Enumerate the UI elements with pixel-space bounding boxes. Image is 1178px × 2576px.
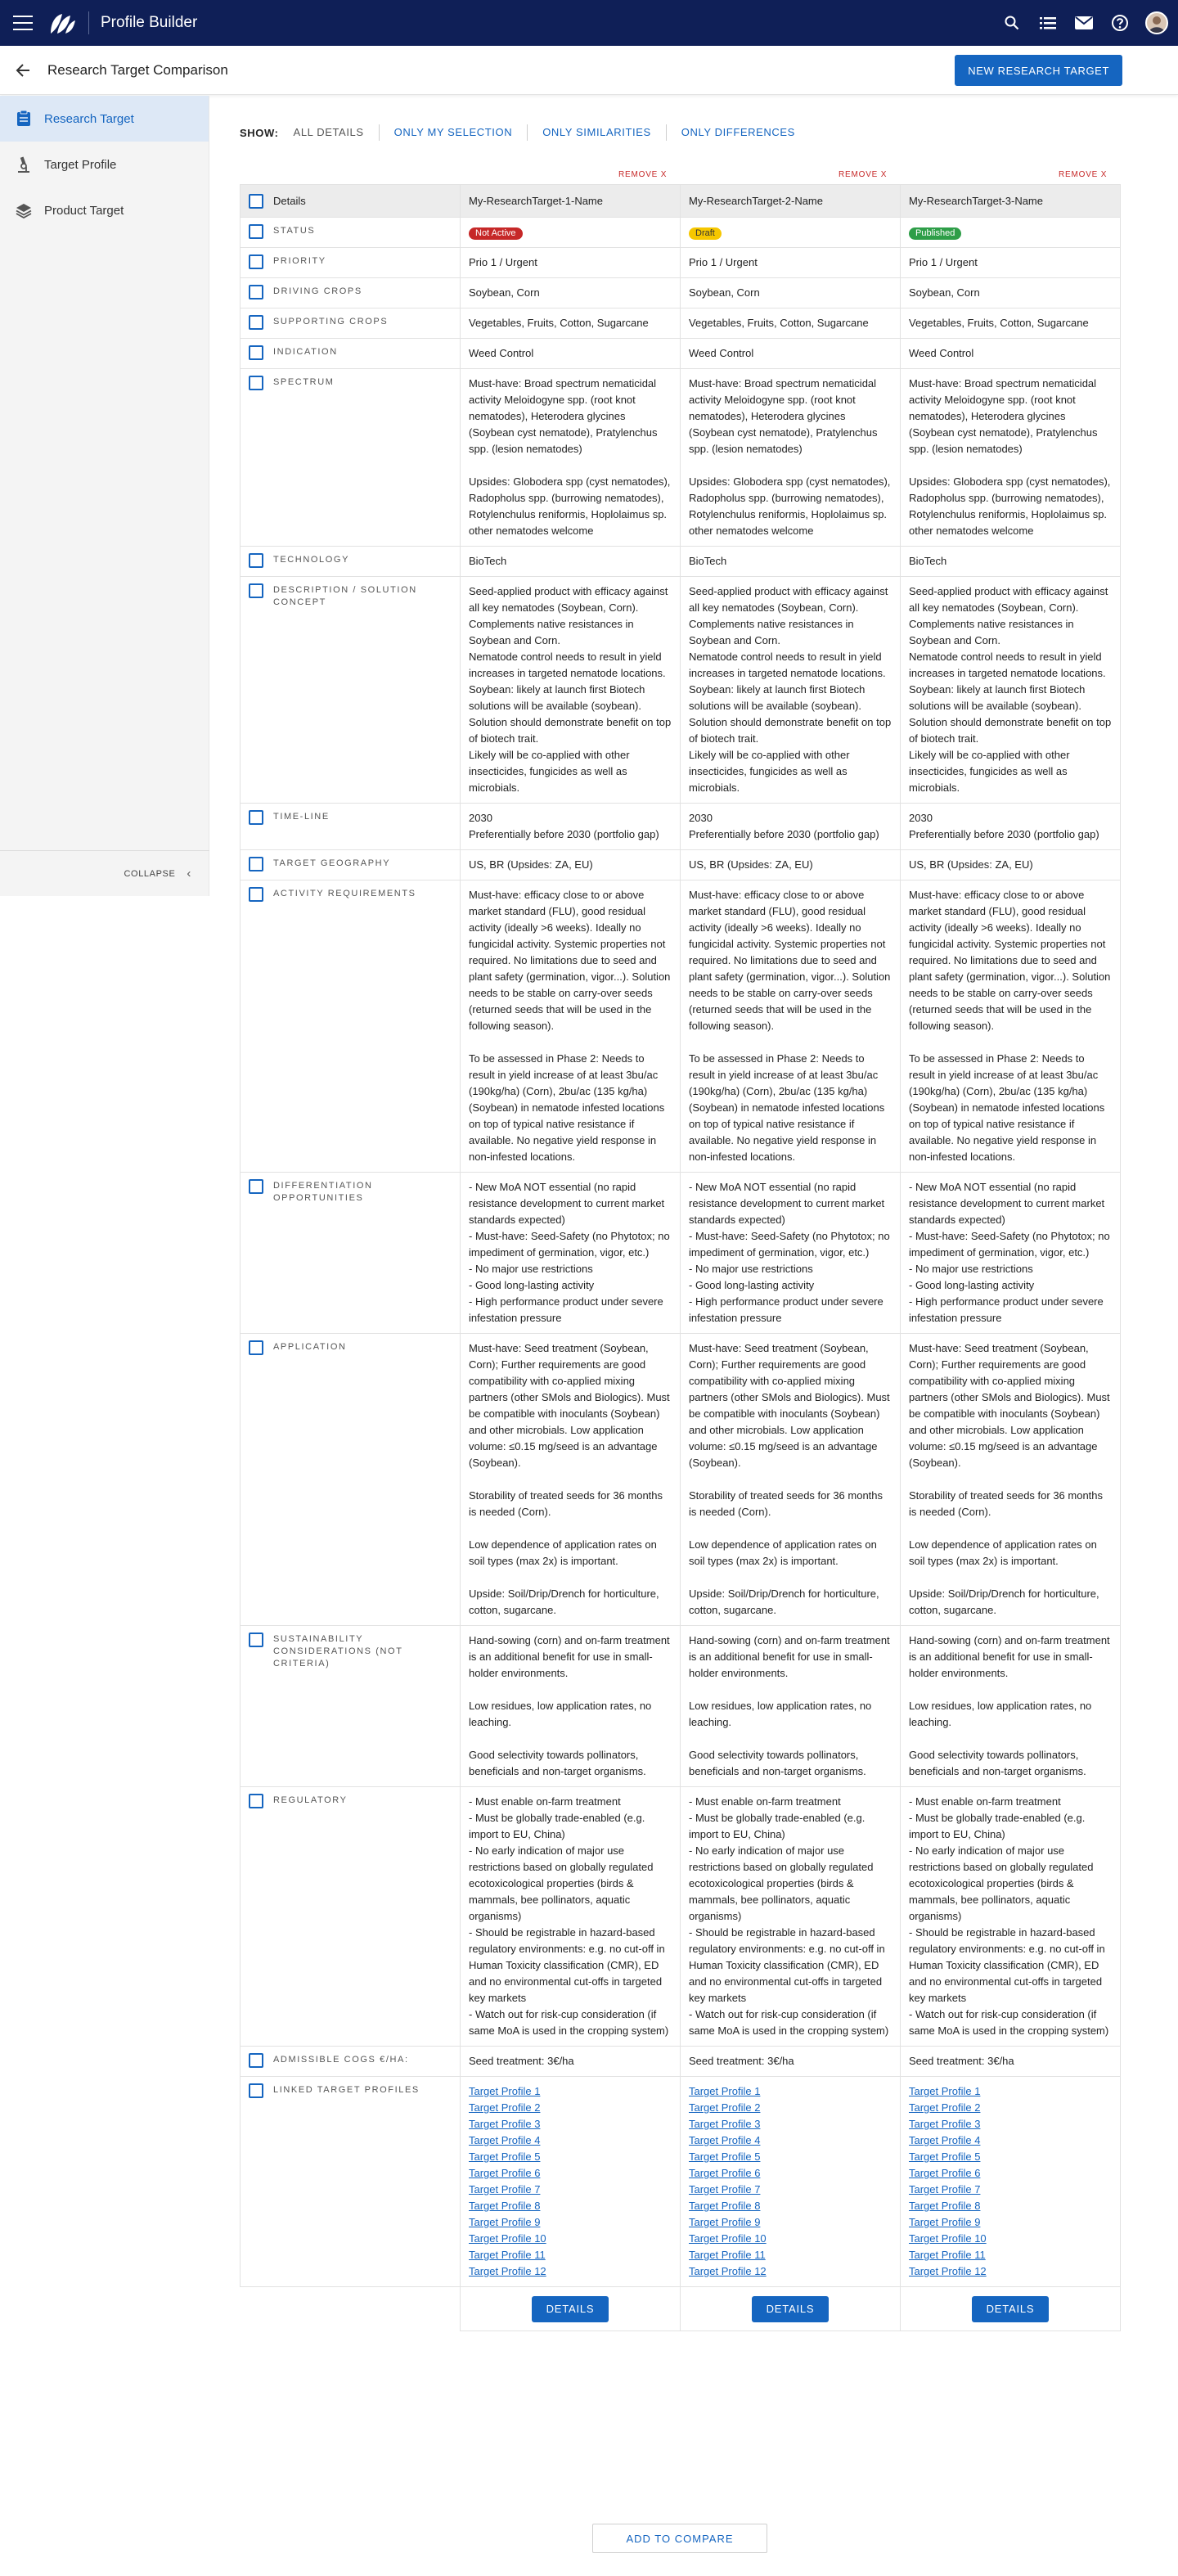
table-cell: BioTech [681,547,901,577]
table-row-geography [241,850,1121,880]
linked-profiles-cell [681,2077,901,2287]
column-header-1: My-ResearchTarget-1-Name [461,185,681,218]
row-checkbox[interactable] [249,1340,263,1355]
table-row-timeline [241,804,1121,850]
row-label-cell [241,369,461,547]
table-cell: Prio 1 / Urgent [901,248,1121,278]
table-row-driving-crops [241,278,1121,308]
target-profile-link[interactable]: Target Profile 11 [469,2249,546,2261]
app-title: Profile Builder [101,14,198,31]
table-cell: Must-have: Broad spectrum nematicidal activity Meloidogyne spp. (root knot nematodes), Heterodera glycines (Soybean cyst nematode), Pratylenchus spp. (lesion nematodes) Upsides: Globodera spp (cyst nematodes), Radopholus spp. (burrowing nematodes), Rotylenchulus reniformis, Hoplolaimus sp. other nematodes welcome [681,369,901,547]
target-profile-link[interactable]: Target Profile 10 [469,2232,546,2245]
search-icon[interactable] [1001,12,1023,34]
target-profile-link[interactable]: Target Profile 5 [689,2150,761,2163]
avatar[interactable] [1145,11,1168,34]
row-checkbox[interactable] [249,887,263,902]
details-cell [461,2287,681,2331]
table-cell: - Must enable on-farm treatment - Must be globally trade-enabled (e.g. import to EU, China) - No early indication of major use restrictions based on globally regulated ecotoxicological properties (birds & mammals, bee pollinators, aquatic organisms) - Should be registrable in hazard-based regulatory environments: e.g. no cut-off in Human Toxicity classification (CMR), ED and no environmental cut-offs in targeted key markets - Watch out for risk-cup consideration (if same MoA is used in the cropping system) [901,1787,1121,2047]
target-profile-link[interactable]: Target Profile 2 [689,2101,761,2114]
table-cell: Hand-sowing (corn) and on-farm treatment is an additional benefit for use in small-holder environments. Low residues, low application rates, no leaching. Good selectivity towards pollinators, beneficials and non-target organisms. [461,1626,681,1787]
target-profile-link[interactable]: Target Profile 9 [469,2216,541,2228]
chevron-left-icon: ‹ [187,867,191,880]
target-profile-link[interactable]: Target Profile 3 [689,2118,761,2130]
row-label-cell [241,2047,461,2077]
add-to-compare-button[interactable]: ADD TO COMPARE [592,2524,767,2553]
target-profile-link[interactable]: Target Profile 2 [469,2101,541,2114]
table-cell: Must-have: Seed treatment (Soybean, Corn); Further requirements are good compatibility with co-applied mixing partners (other SMols and Biologics). Must be compatible with inoculants (Soybean) and other microbials. Low application volume: ≤0.15 mg/seed is an advantage (Soybean). Storability of treated seeds for 36 months is needed (Corn). Low dependence of application rates on soil types (max 2x) is important. Upside: Soil/Drip/Drench for horticulture, cotton, sugarcane. [681,1334,901,1626]
table-row-differentiation [241,1173,1121,1334]
show-label: SHOW: [240,126,279,139]
row-label: APPLICATION [273,1342,347,1352]
table-row-priority [241,248,1121,278]
table-cell: Vegetables, Fruits, Cotton, Sugarcane [681,308,901,339]
row-label: SUSTAINABILITY CONSIDERATIONS (NOT CRITERIA) [273,1634,403,1669]
row-checkbox[interactable] [249,254,263,269]
filter-all-details[interactable]: ALL DETAILS [293,126,364,138]
status-badge: Not Active [469,227,523,240]
new-research-target-button[interactable]: NEW RESEARCH TARGET [955,55,1122,86]
mail-icon[interactable] [1073,12,1095,34]
header-actions [1001,0,1168,46]
table-cell: Vegetables, Fruits, Cotton, Sugarcane [901,308,1121,339]
row-checkbox[interactable] [249,376,263,390]
menu-icon[interactable] [13,16,33,30]
status-cell [461,218,681,248]
target-profile-link[interactable]: Target Profile 6 [689,2167,761,2179]
sidebar-item-label: Product Target [44,203,124,218]
row-label: REGULATORY [273,1795,348,1805]
table-row-sustainability [241,1626,1121,1787]
clipboard-icon [15,110,33,128]
row-label: DESCRIPTION / SOLUTION CONCEPT [273,585,417,607]
table-cell: - New MoA NOT essential (no rapid resistance development to current market standards expected) - Must-have: Seed-Safety (no Phytotox; no impediment of germination, vigor, etc.) - No major use restrictions - Good long-lasting activity - High performance product under severe infestation pressure [681,1173,901,1334]
help-icon[interactable] [1109,12,1131,34]
table-cell: Seed-applied product with efficacy against all key nematodes (Soybean, Corn). Complements native resistances in Soybean and Corn. Nematode control needs to result in yield increases in targeted nematode locations. Soybean: likely at launch first Biotech solutions will be available (soybean). Solution should demonstrate benefit on top of biotech trait. Likely will be co-applied with other insecticides, fungicides as well as microbials. [681,577,901,804]
row-label: DRIVING CROPS [273,286,362,296]
table-row-linked-profiles [241,2077,1121,2287]
table-cell: Prio 1 / Urgent [681,248,901,278]
page-header [0,46,1178,95]
table-header-row [241,185,1121,218]
details-cell [901,2287,1121,2331]
target-profile-link[interactable]: Target Profile 5 [469,2150,541,2163]
target-profile-link[interactable]: Target Profile 8 [689,2200,761,2212]
target-profile-link[interactable]: Target Profile 1 [689,2085,761,2097]
table-cell: Seed treatment: 3€/ha [901,2047,1121,2077]
filter-bar [240,123,810,142]
target-profile-link[interactable]: Target Profile 4 [689,2134,761,2146]
target-profile-link[interactable]: Target Profile 7 [469,2183,541,2195]
table-cell: Weed Control [461,339,681,369]
target-profile-link[interactable]: Target Profile 6 [909,2167,981,2179]
status-badge: Published [909,227,961,240]
sidebar-item-product-target[interactable] [0,187,209,233]
row-checkbox[interactable] [249,1179,263,1194]
sidebar-item-target-profile[interactable] [0,142,209,187]
row-checkbox[interactable] [249,810,263,825]
back-arrow-icon[interactable] [13,61,33,80]
target-profile-link[interactable]: Target Profile 10 [689,2232,767,2245]
table-row-indication [241,339,1121,369]
row-checkbox[interactable] [249,2083,263,2098]
table-cell: Prio 1 / Urgent [461,248,681,278]
table-cell: Seed treatment: 3€/ha [681,2047,901,2077]
row-label-cell [241,339,461,369]
row-label-cell [241,248,461,278]
row-label: SUPPORTING CROPS [273,317,389,327]
target-profile-link[interactable]: Target Profile 7 [909,2183,981,2195]
table-cell: Must-have: Broad spectrum nematicidal activity Meloidogyne spp. (root knot nematodes), Heterodera glycines (Soybean cyst nematode), Pratylenchus spp. (lesion nematodes) Upsides: Globodera spp (cyst nematodes), Radopholus spp. (burrowing nematodes), Rotylenchulus reniformis, Hoplolaimus sp. other nematodes welcome [461,369,681,547]
table-cell: Seed-applied product with efficacy against all key nematodes (Soybean, Corn). Complements native resistances in Soybean and Corn. Nematode control needs to result in yield increases in targeted nematode locations. Soybean: likely at launch first Biotech solutions will be available (soybean). Solution should demonstrate benefit on top of biotech trait. Likely will be co-applied with other insecticides, fungicides as well as microbials. [901,577,1121,804]
sidebar-item-label: Target Profile [44,157,117,172]
status-cell [901,218,1121,248]
table-cell: BioTech [461,547,681,577]
table-cell: Weed Control [681,339,901,369]
table-cell: Soybean, Corn [461,278,681,308]
table-cell: US, BR (Upsides: ZA, EU) [901,850,1121,880]
table-cell: Weed Control [901,339,1121,369]
row-label-cell [241,1626,461,1787]
layers-icon [15,201,33,219]
row-checkbox[interactable] [249,553,263,568]
row-label: LINKED TARGET PROFILES [273,2085,420,2095]
table-row-cogs [241,2047,1121,2077]
target-profile-link[interactable]: Target Profile 10 [909,2232,987,2245]
table-cell: - Must enable on-farm treatment - Must be globally trade-enabled (e.g. import to EU, China) - No early indication of major use restrictions based on globally regulated ecotoxicological properties (birds & mammals, bee pollinators, aquatic organisms) - Should be registrable in hazard-based regulatory environments: e.g. no cut-off in Human Toxicity classification (CMR), ED and no environmental cut-offs in targeted key markets - Watch out for risk-cup consideration (if same MoA is used in the cropping system) [681,1787,901,2047]
row-checkbox[interactable] [249,315,263,330]
remove-column-1-button[interactable]: REMOVE X [618,170,668,179]
details-button-1[interactable]: DETAILS [532,2296,609,2322]
target-profile-link[interactable]: Target Profile 7 [689,2183,761,2195]
details-button-3[interactable]: DETAILS [972,2296,1050,2322]
target-profile-link[interactable]: Target Profile 6 [469,2167,541,2179]
linked-profiles-cell [461,2077,681,2287]
page-title: Research Target Comparison [47,61,228,78]
row-checkbox[interactable] [249,345,263,360]
row-label-cell [241,547,461,577]
status-badge: Draft [689,227,722,240]
row-label: INDICATION [273,347,338,357]
table-cell: US, BR (Upsides: ZA, EU) [681,850,901,880]
row-checkbox[interactable] [249,2053,263,2068]
row-label-cell [241,804,461,850]
app-header [0,0,1178,46]
column-header-3: My-ResearchTarget-3-Name [901,185,1121,218]
table-cell: Must-have: efficacy close to or above market standard (FLU), good residual activity (ideally >6 weeks). Ideally no fungicidal activity. Systemic properties not required. No limitations due to seed and plant safety (germination, vigor...). Solution needs to be stable on carry-over seeds (returned seeds that will be used in the following season). To be assessed in Phase 2: Needs to result in yield increase of at least 3bu/ac (190kg/ha) (Corn), 2bu/ac (135 kg/ha) (Soybean) in nematode infested locations on top of typical native resistance if available. No negative yield response in non-infested locations. [901,880,1121,1173]
target-profile-link[interactable]: Target Profile 4 [469,2134,541,2146]
table-cell: Seed-applied product with efficacy against all key nematodes (Soybean, Corn). Complements native resistances in Soybean and Corn. Nematode control needs to result in yield increases in targeted nematode locations. Soybean: likely at launch first Biotech solutions will be available (soybean). Solution should demonstrate benefit on top of biotech trait. Likely will be co-applied with other insecticides, fungicides as well as microbials. [461,577,681,804]
table-cell: US, BR (Upsides: ZA, EU) [461,850,681,880]
row-label-cell [241,1334,461,1626]
target-profile-link[interactable]: Target Profile 1 [909,2085,981,2097]
table-cell: Must-have: efficacy close to or above market standard (FLU), good residual activity (ideally >6 weeks). Ideally no fungicidal activity. Systemic properties not required. No limitations due to seed and plant safety (germination, vigor...). Solution needs to be stable on carry-over seeds (returned seeds that will be used in the following season). To be assessed in Phase 2: Needs to result in yield increase of at least 3bu/ac (190kg/ha) (Corn), 2bu/ac (135 kg/ha) (Soybean) in nematode infested locations on top of typical native resistance if available. No negative yield response in non-infested locations. [681,880,901,1173]
row-checkbox[interactable] [249,857,263,871]
table-row-technology [241,547,1121,577]
row-label-cell [241,850,461,880]
table-row-regulatory [241,1787,1121,2047]
row-checkbox[interactable] [249,1794,263,1808]
target-profile-link[interactable]: Target Profile 12 [909,2265,987,2277]
target-profile-link[interactable]: Target Profile 3 [909,2118,981,2130]
row-label: TARGET GEOGRAPHY [273,858,391,868]
row-label-cell [241,577,461,804]
target-profile-link[interactable]: Target Profile 12 [689,2265,767,2277]
status-cell [681,218,901,248]
details-header [241,185,461,218]
row-label-cell [241,880,461,1173]
table-cell: Must-have: efficacy close to or above market standard (FLU), good residual activity (ideally >6 weeks). Ideally no fungicidal activity. Systemic properties not required. No limitations due to seed and plant safety (germination, vigor...). Solution needs to be stable on carry-over seeds (returned seeds that will be used in the following season). To be assessed in Phase 2: Needs to result in yield increase of at least 3bu/ac (190kg/ha) (Corn), 2bu/ac (135 kg/ha) (Soybean) in nematode infested locations on top of typical native resistance if available. No negative yield response in non-infested locations. [461,880,681,1173]
target-profile-link[interactable]: Target Profile 12 [469,2265,546,2277]
details-cell [681,2287,901,2331]
header-divider [88,11,89,34]
target-profile-link[interactable]: Target Profile 11 [689,2249,766,2261]
row-checkbox[interactable] [249,583,263,598]
column-header-2: My-ResearchTarget-2-Name [681,185,901,218]
sidebar-item-label: Research Target [44,111,134,126]
target-profile-link[interactable]: Target Profile 9 [909,2216,981,2228]
filter-only-differences[interactable]: ONLY DIFFERENCES [666,124,810,141]
filter-only-similarities[interactable]: ONLY SIMILARITIES [527,124,666,141]
table-row-activity [241,880,1121,1173]
details-header-label: Details [273,194,306,207]
row-label-cell [241,2077,461,2287]
table-cell: Hand-sowing (corn) and on-farm treatment is an additional benefit for use in small-holder environments. Low residues, low application rates, no leaching. Good selectivity towards pollinators, beneficials and non-target organisms. [901,1626,1121,1787]
filter-only-my-selection[interactable]: ONLY MY SELECTION [379,124,528,141]
table-cell: Vegetables, Fruits, Cotton, Sugarcane [461,308,681,339]
table-cell: Soybean, Corn [681,278,901,308]
row-checkbox[interactable] [249,285,263,299]
target-profile-link[interactable]: Target Profile 5 [909,2150,981,2163]
table-row-spectrum [241,369,1121,547]
table-cell: Must-have: Seed treatment (Soybean, Corn); Further requirements are good compatibility with co-applied mixing partners (other SMols and Biologics). Must be compatible with inoculants (Soybean) and other microbials. Low application volume: ≤0.15 mg/seed is an advantage (Soybean). Storability of treated seeds for 36 months is needed (Corn). Low dependence of application rates on soil types (max 2x) is important. Upside: Soil/Drip/Drench for horticulture, cotton, sugarcane. [901,1334,1121,1626]
empty-cell [241,2287,461,2331]
target-profile-link[interactable]: Target Profile 1 [469,2085,541,2097]
row-label-cell [241,278,461,308]
table-cell: Hand-sowing (corn) and on-farm treatment is an additional benefit for use in small-holder environments. Low residues, low application rates, no leaching. Good selectivity towards pollinators, beneficials and non-target organisms. [681,1626,901,1787]
table-row-supporting-crops [241,308,1121,339]
target-profile-link[interactable]: Target Profile 8 [469,2200,541,2212]
table-row-description [241,577,1121,804]
sidebar-item-research-target[interactable] [0,96,209,142]
target-profile-link[interactable]: Target Profile 4 [909,2134,981,2146]
list-icon[interactable] [1037,12,1059,34]
target-profile-link[interactable]: Target Profile 9 [689,2216,761,2228]
target-profile-link[interactable]: Target Profile 3 [469,2118,541,2130]
row-checkbox[interactable] [249,224,263,239]
linked-profiles-cell [901,2077,1121,2287]
row-label: ACTIVITY REQUIREMENTS [273,889,416,898]
table-cell: Seed treatment: 3€/ha [461,2047,681,2077]
row-label: PRIORITY [273,256,326,266]
row-label-cell [241,308,461,339]
target-profile-link[interactable]: Target Profile 8 [909,2200,981,2212]
collapse-button[interactable] [0,850,209,896]
row-label-cell [241,1787,461,2047]
row-label: DIFFERENTIATION OPPORTUNITIES [273,1181,373,1203]
remove-column-2-button[interactable]: REMOVE X [839,170,888,179]
table-cell: - Must enable on-farm treatment - Must be globally trade-enabled (e.g. import to EU, China) - No early indication of major use restrictions based on globally regulated ecotoxicological properties (birds & mammals, bee pollinators, aquatic organisms) - Should be registrable in hazard-based regulatory environments: e.g. no cut-off in Human Toxicity classification (CMR), ED and no environmental cut-offs in targeted key markets - Watch out for risk-cup consideration (if same MoA is used in the cropping system) [461,1787,681,2047]
comparison-table [240,184,1121,2331]
table-cell: 2030 Preferentially before 2030 (portfolio gap) [681,804,901,850]
table-cell: 2030 Preferentially before 2030 (portfolio gap) [461,804,681,850]
table-cell: - New MoA NOT essential (no rapid resistance development to current market standards expected) - Must-have: Seed-Safety (no Phytotox; no impediment of germination, vigor, etc.) - No major use restrictions - Good long-lasting activity - High performance product under severe infestation pressure [901,1173,1121,1334]
row-label: TECHNOLOGY [273,555,350,565]
table-row-status [241,218,1121,248]
target-profile-link[interactable]: Target Profile 11 [909,2249,986,2261]
target-profile-link[interactable]: Target Profile 2 [909,2101,981,2114]
table-cell: - New MoA NOT essential (no rapid resistance development to current market standards expected) - Must-have: Seed-Safety (no Phytotox; no impediment of germination, vigor, etc.) - No major use restrictions - Good long-lasting activity - High performance product under severe infestation pressure [461,1173,681,1334]
remove-column-3-button[interactable]: REMOVE X [1059,170,1108,179]
microscope-icon [15,155,33,173]
table-cell: 2030 Preferentially before 2030 (portfolio gap) [901,804,1121,850]
row-label: ADMISSIBLE COGS €/HA: [273,2055,409,2065]
table-cell: BioTech [901,547,1121,577]
select-all-checkbox[interactable] [249,194,263,209]
row-label: TIME-LINE [273,812,330,822]
row-label-cell [241,1173,461,1334]
table-cell: Soybean, Corn [901,278,1121,308]
row-label: SPECTRUM [273,377,335,387]
details-button-row [241,2287,1121,2331]
row-checkbox[interactable] [249,1633,263,1647]
sidebar [0,96,209,896]
logo-icon [47,9,79,37]
collapse-label: COLLAPSE [124,868,176,879]
row-label-cell [241,218,461,248]
table-row-application [241,1334,1121,1626]
table-cell: Must-have: Broad spectrum nematicidal activity Meloidogyne spp. (root knot nematodes), Heterodera glycines (Soybean cyst nematode), Pratylenchus spp. (lesion nematodes) Upsides: Globodera spp (cyst nematodes), Radopholus spp. (burrowing nematodes), Rotylenchulus reniformis, Hoplolaimus sp. other nematodes welcome [901,369,1121,547]
table-cell: Must-have: Seed treatment (Soybean, Corn); Further requirements are good compatibility with co-applied mixing partners (other SMols and Biologics). Must be compatible with inoculants (Soybean) and other microbials. Low application volume: ≤0.15 mg/seed is an advantage (Soybean). Storability of treated seeds for 36 months is needed (Corn). Low dependence of application rates on soil types (max 2x) is important. Upside: Soil/Drip/Drench for horticulture, cotton, sugarcane. [461,1334,681,1626]
details-button-2[interactable]: DETAILS [752,2296,830,2322]
row-label: STATUS [273,226,316,236]
